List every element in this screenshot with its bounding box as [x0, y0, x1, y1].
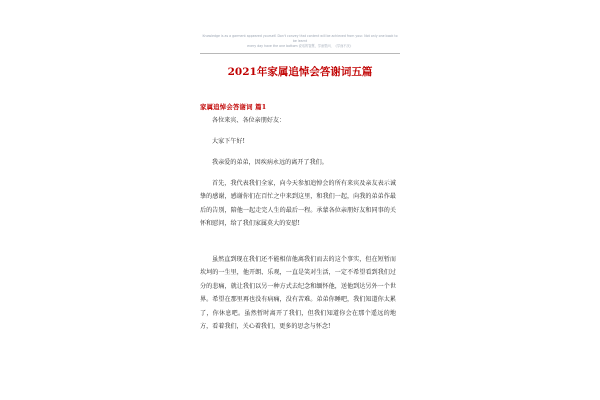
header-note-line2: every day have the one bottom 说话的智慧，学而思问，《学而不厌》: [247, 44, 353, 48]
document-title: 2021年家属追悼会答谢词五篇: [227, 66, 373, 78]
header-divider: [200, 53, 400, 54]
document-page: [200, 0, 400, 400]
paragraph-remembrance: 虽然直到现在我们还不能相信他离我们而去的这个事实，但在短暂而坎坷的一生里，他开朗、乐观，一直是笑对生活，一定不希望看到我们过分的悲痛，就让我们以另一种方式去纪念和缅怀他，送他到达另外一个世界。希望在那里再也没有病痛，没有苦难。弟弟你睡吧，我们知道你太累了，你休息吧。虽然暂时离开了我们，但我们知道你会在那个遥远的地方，看着我们，关心着我们，更多的思念与怀念!: [200, 256, 396, 331]
paragraph-greeting: 大家下午好!: [212, 138, 245, 145]
header-note-line1: Knowledge is as a garment appeared yourself. Don't convey that content will be achieved from your. Not only one book to be learnt: [202, 34, 398, 43]
section-heading: 家属追悼会答谢词 篇1: [200, 103, 267, 111]
paragraph-thanks: 首先，我代表我们全家，向今天参加追悼会的所有来宾及亲友表示诚挚的感谢，感谢你们在百忙之中来到这里，和我们一起，向我的弟弟作最后的告别，陪他一起走完人生的最后一程。承蒙各位亲朋好友和同事的关怀和慰问，给了我们家属莫大的安慰!: [200, 180, 396, 228]
header-note: [200, 34, 400, 49]
paragraph-salutation: 各位来宾、各位亲朋好友：: [212, 117, 286, 124]
paragraph-announcement: 我亲爱的弟弟，因疾病永远的离开了我们。: [212, 159, 328, 166]
